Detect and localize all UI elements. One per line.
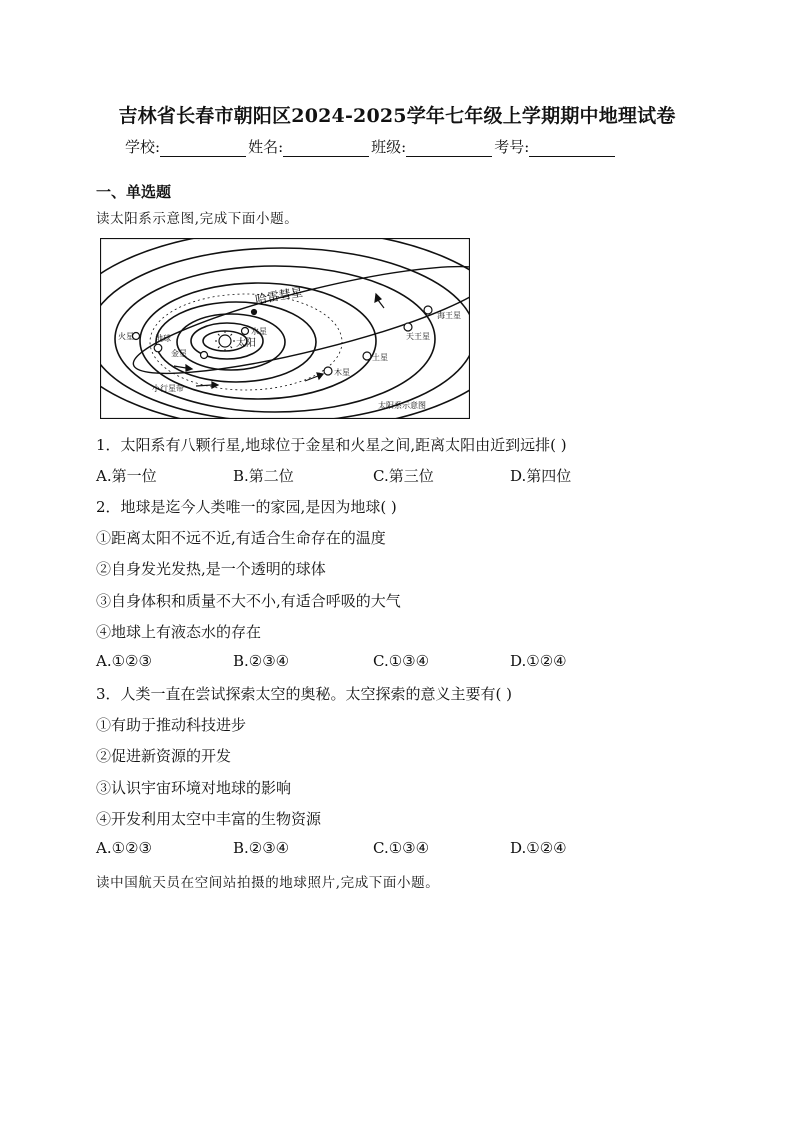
asteroid-belt-label: 小行星带 [152, 384, 184, 393]
q2-option-b[interactable]: B.②③④ [233, 652, 290, 670]
neptune-label: 海王星 [437, 311, 461, 320]
intro-text-2: 读中国航天员在空间站拍摄的地球照片,完成下面小题。 [96, 875, 440, 891]
school-blank [160, 140, 246, 157]
earth-label: 地球 [155, 334, 171, 343]
venus-dot [201, 352, 208, 359]
q1-option-a[interactable]: A.第一位 [96, 467, 157, 485]
q1-option-c[interactable]: C.第三位 [373, 467, 434, 485]
q2-statement-4: ④地球上有液态水的存在 [96, 623, 262, 641]
question-1-stem: 1．太阳系有八颗行星,地球位于金星和火星之间,距离太阳由近到远排( ) [96, 436, 567, 454]
section-title: 一、单选题 [96, 183, 172, 201]
uranus-dot [404, 323, 412, 331]
name-label: 姓名: [248, 138, 284, 156]
q2-statement-3: ③自身体积和质量不大不小,有适合呼吸的大气 [96, 592, 401, 610]
question-2-stem: 2．地球是迄今人类唯一的家园,是因为地球( ) [96, 498, 397, 516]
exam-number-blank [529, 140, 615, 157]
q3-option-a[interactable]: A.①②③ [96, 839, 152, 857]
q3-option-b[interactable]: B.②③④ [233, 839, 290, 857]
q3-statement-1: ①有助于推动科技进步 [96, 716, 247, 734]
earth-dot [154, 344, 162, 352]
solar-system-diagram [100, 238, 470, 419]
mars-label: 火星 [118, 332, 134, 341]
uranus-label: 天王星 [406, 332, 430, 341]
class-blank [406, 140, 492, 157]
q2-option-c[interactable]: C.①③④ [373, 652, 430, 670]
exam-title: 吉林省长春市朝阳区2024-2025学年七年级上学期期中地理试卷 [118, 105, 676, 127]
mercury-dot [242, 328, 249, 335]
jupiter-label: 木星 [334, 368, 350, 377]
question-3-stem: 3．人类一直在尝试探索太空的奥秘。太空探索的意义主要有( ) [96, 685, 513, 703]
q3-option-c[interactable]: C.①③④ [373, 839, 430, 857]
class-label: 班级: [371, 138, 407, 156]
comet-dot [252, 310, 257, 315]
q2-option-a[interactable]: A.①②③ [96, 652, 152, 670]
q1-option-b[interactable]: B.第二位 [233, 467, 294, 485]
q2-statement-1: ①距离太阳不远不近,有适合生命存在的温度 [96, 529, 386, 547]
mercury-label: 水星 [251, 327, 267, 336]
neptune-dot [424, 306, 432, 314]
q1-option-d[interactable]: D.第四位 [510, 467, 572, 485]
sun-icon [219, 335, 231, 347]
intro-text-1: 读太阳系示意图,完成下面小题。 [96, 211, 299, 227]
student-info-row [125, 136, 685, 157]
q3-option-d[interactable]: D.①②④ [510, 839, 567, 857]
q2-option-d[interactable]: D.①②④ [510, 652, 567, 670]
jupiter-dot [324, 367, 332, 375]
q3-statement-2: ②促进新资源的开发 [96, 747, 232, 765]
saturn-dot [363, 352, 371, 360]
sun-label: 太阳 [236, 338, 256, 349]
name-blank [283, 140, 369, 157]
q2-statement-2: ②自身发光发热,是一个透明的球体 [96, 560, 326, 578]
q3-statement-3: ③认识宇宙环境对地球的影响 [96, 779, 292, 797]
school-label: 学校: [125, 138, 161, 156]
solar-system-svg [100, 238, 470, 419]
comet-label: 哈雷彗星 [254, 284, 304, 307]
venus-label: 金星 [171, 349, 187, 358]
exam-number-label: 考号: [494, 138, 530, 156]
diagram-caption: 太阳系示意图 [378, 401, 426, 410]
q3-statement-4: ④开发利用太空中丰富的生物资源 [96, 810, 322, 828]
saturn-label: 土星 [372, 353, 388, 362]
